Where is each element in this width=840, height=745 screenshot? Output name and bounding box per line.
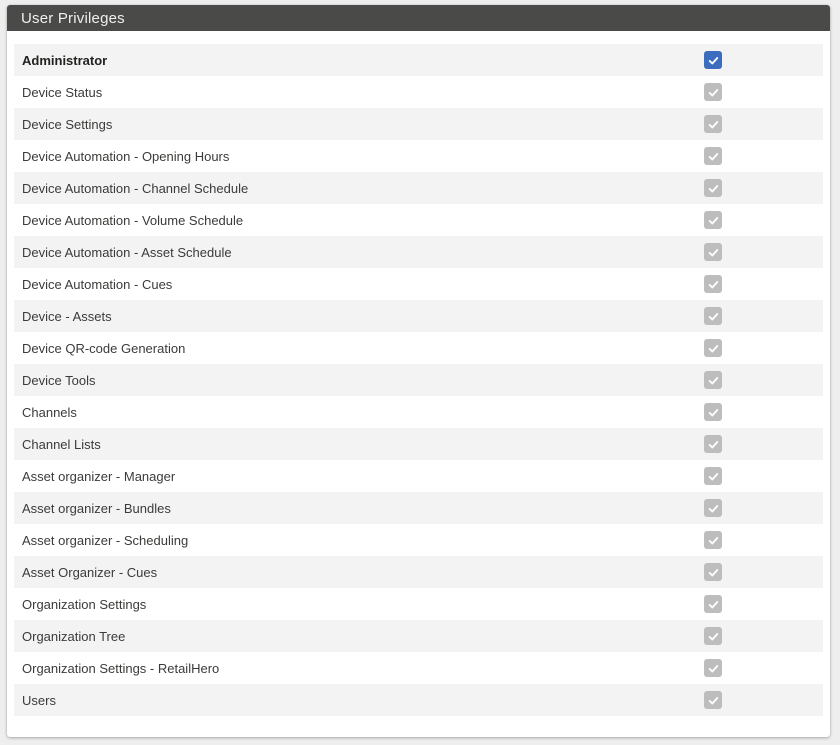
privilege-label: Asset organizer - Bundles (22, 500, 171, 516)
checkmark-icon (707, 182, 720, 195)
privilege-checkbox (704, 211, 722, 229)
privilege-checkbox (704, 83, 722, 101)
privilege-label: Asset organizer - Manager (22, 468, 176, 484)
checkmark-icon (707, 694, 720, 707)
privileges-list (7, 31, 830, 737)
privilege-row (14, 684, 823, 716)
privilege-row (14, 204, 823, 236)
privilege-checkbox (704, 627, 722, 645)
checkmark-icon (707, 470, 720, 483)
privilege-checkbox[interactable] (704, 51, 722, 69)
privilege-checkbox (704, 371, 722, 389)
privilege-label: Device Status (22, 84, 103, 100)
checkmark-icon (707, 630, 720, 643)
privilege-label: Organization Settings (22, 596, 147, 612)
checkmark-icon (707, 246, 720, 259)
privilege-row (14, 364, 823, 396)
privilege-checkbox (704, 339, 722, 357)
checkmark-icon (707, 598, 720, 611)
privilege-label: Device Automation - Opening Hours (22, 148, 230, 164)
privilege-row (14, 76, 823, 108)
privilege-checkbox (704, 115, 722, 133)
privilege-row (14, 396, 823, 428)
checkmark-icon (707, 86, 720, 99)
privilege-label: Device Automation - Channel Schedule (22, 180, 249, 196)
privilege-row (14, 140, 823, 172)
privilege-checkbox (704, 179, 722, 197)
privilege-row (14, 108, 823, 140)
privilege-row (14, 556, 823, 588)
privilege-label: Administrator (22, 52, 108, 68)
panel-title: User Privileges (21, 9, 125, 27)
privilege-checkbox (704, 403, 722, 421)
panel-header (7, 5, 830, 31)
privilege-row (14, 172, 823, 204)
privilege-checkbox (704, 499, 722, 517)
privilege-row (14, 588, 823, 620)
privilege-row (14, 652, 823, 684)
privilege-checkbox (704, 275, 722, 293)
privilege-label: Device Automation - Volume Schedule (22, 212, 244, 228)
checkmark-icon (707, 374, 720, 387)
user-privileges-panel (7, 5, 830, 737)
privilege-checkbox (704, 243, 722, 261)
privilege-checkbox (704, 467, 722, 485)
privilege-label: Device Automation - Asset Schedule (22, 244, 232, 260)
privilege-label: Device Settings (22, 116, 113, 132)
privilege-label: Asset organizer - Scheduling (22, 532, 189, 548)
privilege-row (14, 236, 823, 268)
privilege-checkbox (704, 595, 722, 613)
checkmark-icon (707, 502, 720, 515)
privilege-row (14, 44, 823, 76)
privilege-checkbox (704, 691, 722, 709)
privilege-label: Device - Assets (22, 308, 112, 324)
privilege-label: Organization Settings - RetailHero (22, 660, 220, 676)
privilege-row (14, 524, 823, 556)
privilege-checkbox (704, 531, 722, 549)
privilege-checkbox (704, 435, 722, 453)
privilege-label: Device Automation - Cues (22, 276, 173, 292)
checkmark-icon (707, 310, 720, 323)
checkmark-icon (707, 278, 720, 291)
privilege-label: Device Tools (22, 372, 96, 388)
checkmark-icon (707, 342, 720, 355)
privilege-checkbox (704, 659, 722, 677)
privilege-row (14, 620, 823, 652)
privilege-checkbox (704, 307, 722, 325)
privilege-label: Organization Tree (22, 628, 126, 644)
checkmark-icon (707, 150, 720, 163)
privilege-row (14, 492, 823, 524)
checkmark-icon (707, 438, 720, 451)
privilege-label: Channels (22, 404, 77, 420)
checkmark-icon (707, 566, 720, 579)
checkmark-icon (707, 662, 720, 675)
checkmark-icon (707, 54, 720, 67)
privilege-row (14, 428, 823, 460)
checkmark-icon (707, 214, 720, 227)
checkmark-icon (707, 406, 720, 419)
privilege-row (14, 268, 823, 300)
privilege-label: Users (22, 692, 56, 708)
privilege-label: Channel Lists (22, 436, 101, 452)
privilege-checkbox (704, 147, 722, 165)
privilege-label: Asset Organizer - Cues (22, 564, 158, 580)
checkmark-icon (707, 534, 720, 547)
privilege-checkbox (704, 563, 722, 581)
privilege-row (14, 300, 823, 332)
checkmark-icon (707, 118, 720, 131)
privilege-label: Device QR-code Generation (22, 340, 186, 356)
privilege-row (14, 460, 823, 492)
privilege-row (14, 332, 823, 364)
